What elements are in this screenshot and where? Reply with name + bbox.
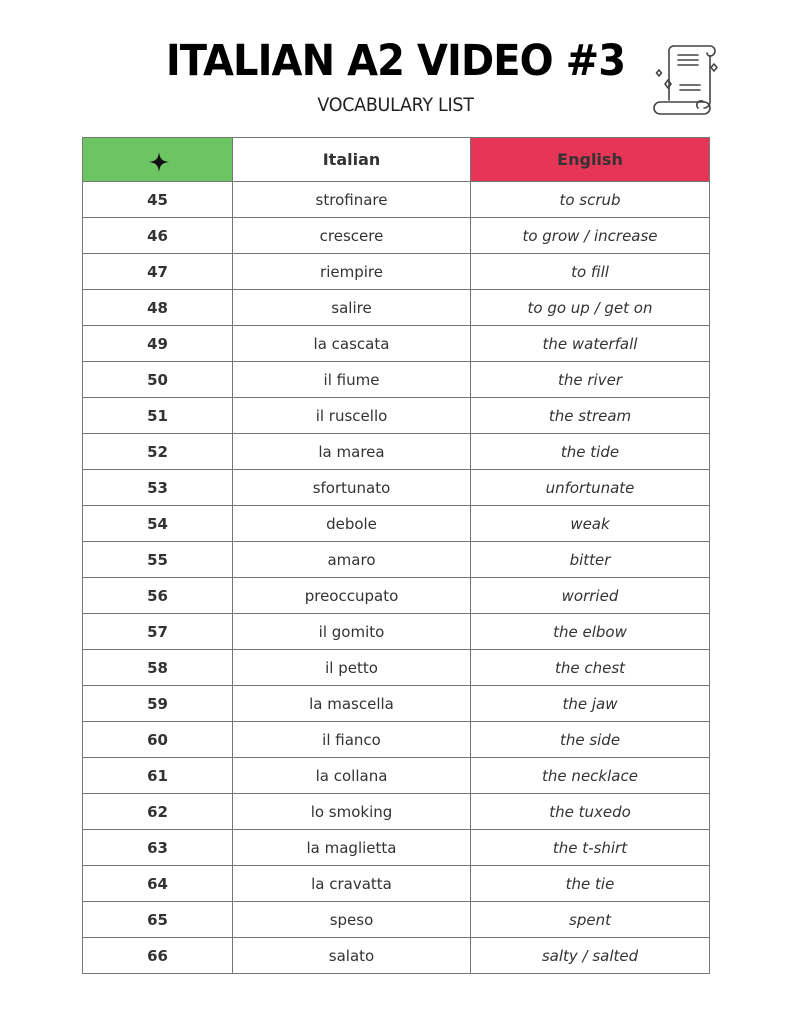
english-translation: the waterfall [471, 326, 710, 362]
table-row [83, 686, 710, 722]
row-number: 53 [83, 470, 233, 506]
table-row [83, 758, 710, 794]
table-row [83, 650, 710, 686]
row-number: 47 [83, 254, 233, 290]
english-translation: worried [471, 578, 710, 614]
table-row [83, 326, 710, 362]
english-translation: the t-shirt [471, 830, 710, 866]
italian-word: la cravatta [233, 866, 471, 902]
italian-word: la collana [233, 758, 471, 794]
italian-word: debole [233, 506, 471, 542]
table-row [83, 542, 710, 578]
table-row [83, 578, 710, 614]
italian-word: speso [233, 902, 471, 938]
row-number: 52 [83, 434, 233, 470]
italian-word: il fianco [233, 722, 471, 758]
english-translation: weak [471, 506, 710, 542]
header-english-column: English [471, 138, 710, 182]
row-number: 50 [83, 362, 233, 398]
table-row [83, 362, 710, 398]
header-number-column [83, 138, 233, 182]
row-number: 58 [83, 650, 233, 686]
table-header-row [83, 138, 710, 182]
english-translation: the tuxedo [471, 794, 710, 830]
row-number: 45 [83, 182, 233, 218]
english-translation: salty / salted [471, 938, 710, 974]
sparkle-icon [149, 152, 169, 172]
table-row [83, 182, 710, 218]
header-italian-column: Italian [233, 138, 471, 182]
english-translation: spent [471, 902, 710, 938]
italian-word: preoccupato [233, 578, 471, 614]
italian-word: la maglietta [233, 830, 471, 866]
table-row [83, 290, 710, 326]
english-translation: to scrub [471, 182, 710, 218]
english-translation: the elbow [471, 614, 710, 650]
table-row [83, 938, 710, 974]
italian-word: crescere [233, 218, 471, 254]
row-number: 56 [83, 578, 233, 614]
table-row [83, 794, 710, 830]
table-row [83, 398, 710, 434]
english-translation: to fill [471, 254, 710, 290]
italian-word: il ruscello [233, 398, 471, 434]
table-row [83, 218, 710, 254]
table-row [83, 254, 710, 290]
english-translation: to go up / get on [471, 290, 710, 326]
table-row [83, 830, 710, 866]
english-translation: the chest [471, 650, 710, 686]
row-number: 65 [83, 902, 233, 938]
row-number: 59 [83, 686, 233, 722]
italian-word: lo smoking [233, 794, 471, 830]
english-translation: to grow / increase [471, 218, 710, 254]
row-number: 60 [83, 722, 233, 758]
row-number: 64 [83, 866, 233, 902]
row-number: 54 [83, 506, 233, 542]
english-translation: the side [471, 722, 710, 758]
english-translation: bitter [471, 542, 710, 578]
italian-word: riempire [233, 254, 471, 290]
italian-word: il fiume [233, 362, 471, 398]
table-row [83, 614, 710, 650]
english-translation: the tie [471, 866, 710, 902]
table-row [83, 722, 710, 758]
scroll-icon [652, 42, 720, 116]
english-translation: the tide [471, 434, 710, 470]
italian-word: il gomito [233, 614, 471, 650]
row-number: 63 [83, 830, 233, 866]
page-subtitle: VOCABULARY LIST [317, 94, 474, 116]
italian-word: il petto [233, 650, 471, 686]
row-number: 55 [83, 542, 233, 578]
english-translation: the jaw [471, 686, 710, 722]
vocabulary-table [82, 137, 710, 974]
row-number: 57 [83, 614, 233, 650]
table-row [83, 470, 710, 506]
english-translation: unfortunate [471, 470, 710, 506]
row-number: 46 [83, 218, 233, 254]
english-translation: the stream [471, 398, 710, 434]
row-number: 48 [83, 290, 233, 326]
italian-word: sfortunato [233, 470, 471, 506]
italian-word: la marea [233, 434, 471, 470]
row-number: 62 [83, 794, 233, 830]
italian-word: la cascata [233, 326, 471, 362]
row-number: 61 [83, 758, 233, 794]
english-translation: the river [471, 362, 710, 398]
row-number: 49 [83, 326, 233, 362]
italian-word: la mascella [233, 686, 471, 722]
table-row [83, 506, 710, 542]
table-row [83, 902, 710, 938]
row-number: 66 [83, 938, 233, 974]
table-row [83, 434, 710, 470]
page-title: ITALIAN A2 VIDEO #3 [165, 36, 626, 86]
italian-word: salato [233, 938, 471, 974]
italian-word: amaro [233, 542, 471, 578]
table-row [83, 866, 710, 902]
row-number: 51 [83, 398, 233, 434]
italian-word: salire [233, 290, 471, 326]
italian-word: strofinare [233, 182, 471, 218]
english-translation: the necklace [471, 758, 710, 794]
